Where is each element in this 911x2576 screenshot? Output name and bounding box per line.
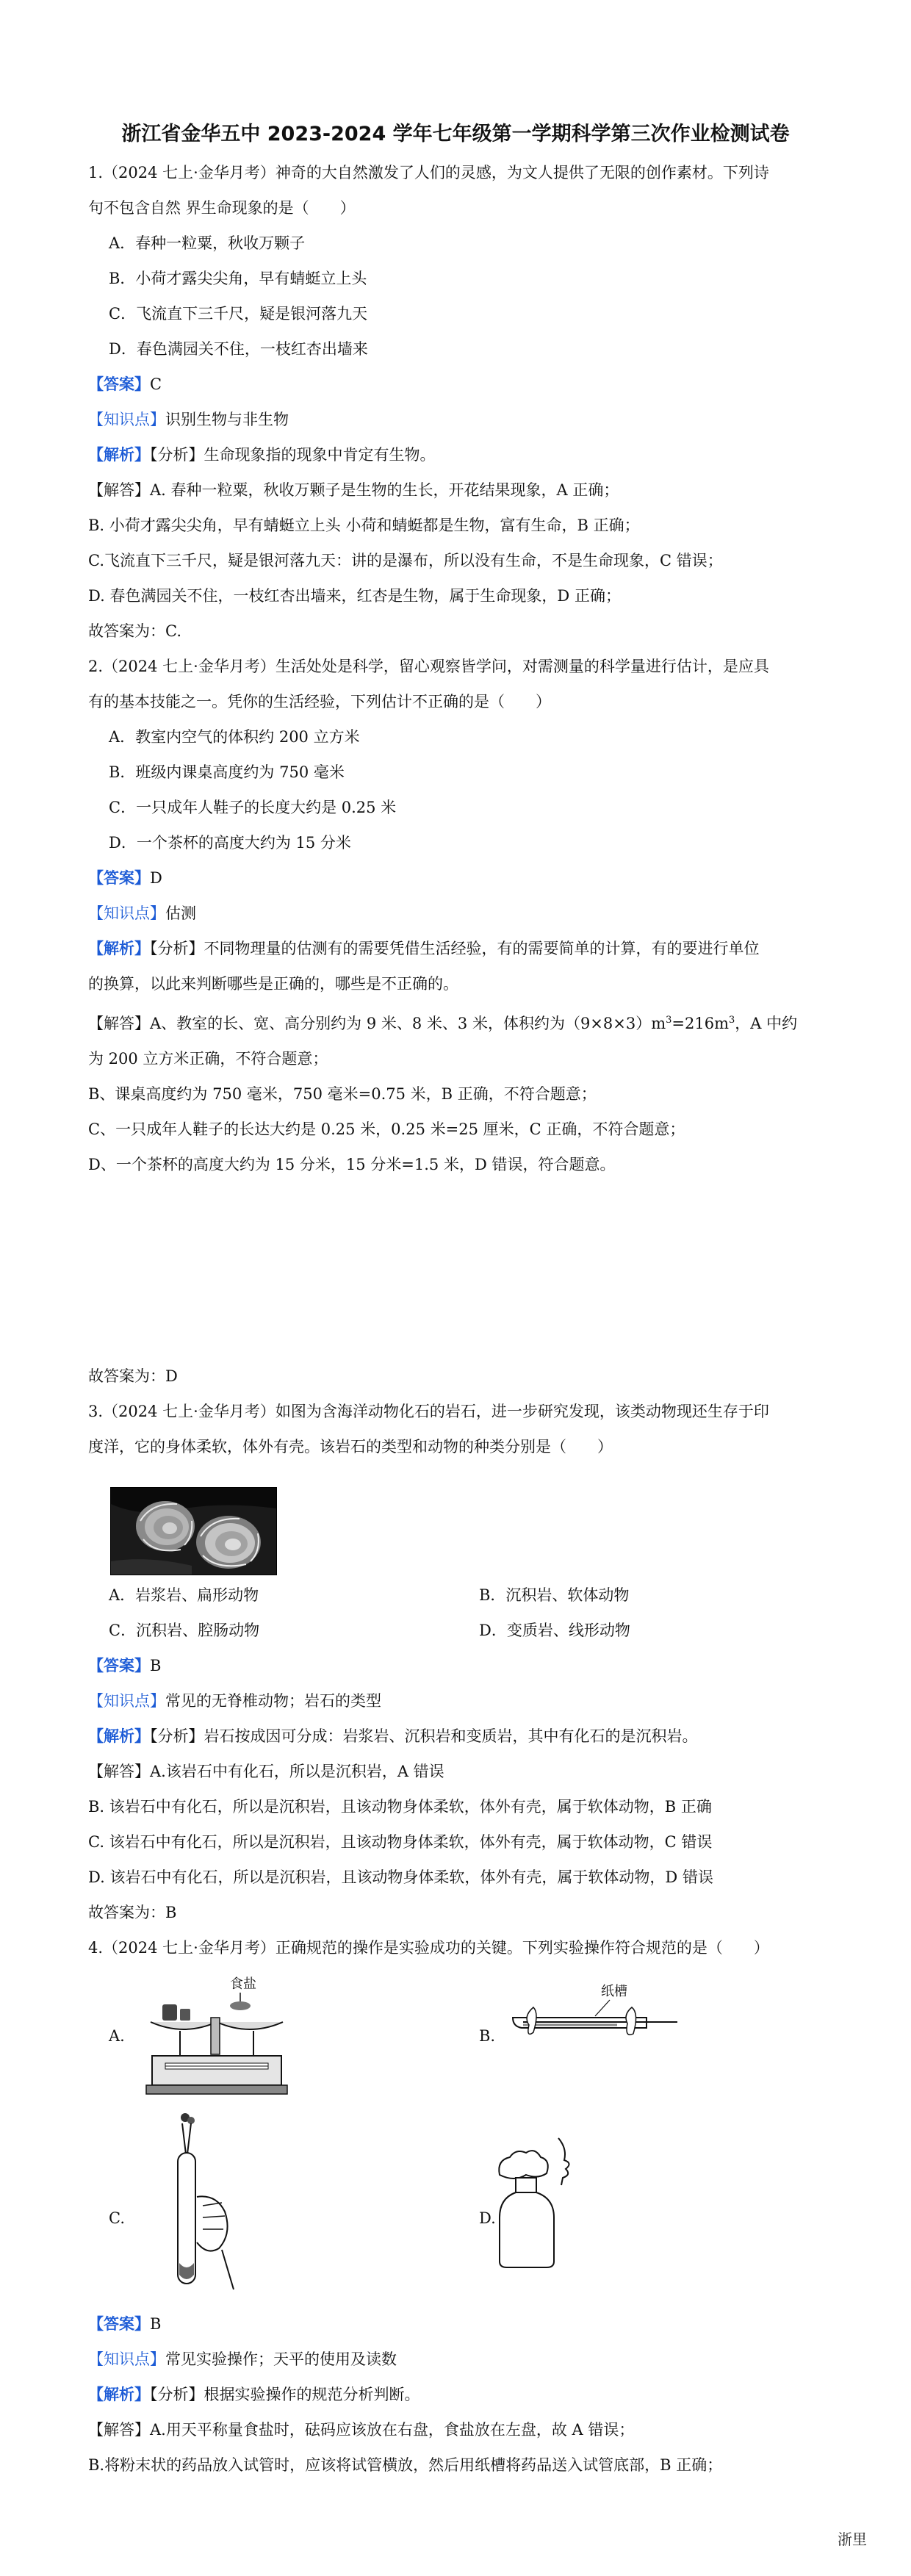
analysis-tag: 【解析】: [88, 1727, 150, 1745]
q4-solution-text: A.用天平称量食盐时，砝码应该放在右盘，食盐放在左盘，故 A 错误；: [150, 2421, 635, 2439]
balance-figure: [136, 1974, 294, 2102]
q2-solution-text: A、教室的长、宽、高分别约为 9 米、8 米、3 米，体积约为（9×8×3）m: [150, 1015, 666, 1032]
q2-answer-value: D: [150, 869, 162, 887]
test-tube-tweezers-icon: [154, 2109, 242, 2292]
q3-option-a: A．岩浆岩、扁形动物: [109, 1586, 259, 1604]
q2-solution-line: C、一只成年人鞋子的长达大约是 0.25 米，0.25 米=25 厘米，C 正确，不符合题意；: [88, 1120, 685, 1138]
analysis-tag: 【解析】: [88, 2385, 150, 2403]
q3-final-answer: 故答案为：B: [88, 1904, 177, 1921]
fenxi-tag: 【分析】: [150, 446, 204, 464]
page-title: 浙江省金华五中 2023-2024 学年七年级第一学期科学第三次作业检测试卷: [121, 123, 790, 145]
q3-solution-line: B. 该岩石中有化石，所以是沉积岩，且该动物身体柔软，体外有壳，属于软体动物，B 正确: [88, 1798, 712, 1816]
fenxi-tag: 【分析】: [150, 1727, 204, 1745]
footer-watermark: 浙里: [838, 2530, 867, 2548]
q4-option-a-label: A.: [109, 2027, 125, 2045]
q3-option-c: C．沉积岩、腔肠动物: [109, 1622, 260, 1639]
ammonite-fossil-icon: [111, 1488, 276, 1575]
q1-analysis: [88, 444, 436, 466]
q2-solution-line: 为 200 立方米正确，不符合题意；: [88, 1050, 328, 1068]
q4-solution-line: [88, 2419, 634, 2441]
q1-answer-value: C: [150, 375, 162, 393]
q2-option-c: C．一只成年人鞋子的长度大约是 0.25 米: [109, 799, 397, 816]
q1-option-a: A．春种一粒粟，秋收万颗子: [109, 234, 306, 252]
q2-solution-text: ，A 中约: [735, 1015, 798, 1032]
q4-solution-line: B.将粉末状的药品放入试管时，应该将试管横放，然后用纸槽将药品送入试管底部，B 正确；: [88, 2456, 723, 2474]
fenxi-tag: 【分析】: [150, 940, 204, 957]
q2-stem-line1: 2.（2024 七上·金华月考）生活处处是科学，留心观察皆学问，对需测量的科学量进行估计，是应具: [88, 658, 769, 675]
fossil-rock-image: [110, 1487, 277, 1575]
answer-tag: 【答案】: [88, 1656, 150, 1674]
q3-solution-line: [88, 1760, 444, 1782]
q1-final-answer: 故答案为：C.: [88, 622, 181, 640]
analysis-tag: 【解析】: [88, 445, 150, 464]
q1-stem-line1: 1.（2024 七上·金华月考）神奇的大自然激发了人们的灵感，为文人提供了无限的创作素材。下列诗: [88, 164, 769, 181]
q2-option-b: B．班级内课桌高度约为 750 毫米: [109, 763, 345, 781]
q1-solution-line: [88, 479, 619, 501]
q2-solution-line: [88, 1012, 797, 1035]
q4-knowledge-value: 常见实验操作；天平的使用及读数: [165, 2350, 397, 2368]
q2-knowledge-value: 估测: [165, 904, 196, 922]
analysis-tag: 【解析】: [88, 939, 150, 957]
q2-option-a: A．教室内空气的体积约 200 立方米: [109, 728, 360, 746]
q3-knowledge: [88, 1690, 381, 1712]
q3-stem-line2: 度洋，它的身体柔软，体外有壳。该岩石的类型和动物的种类分别是（ ）: [88, 1438, 613, 1456]
q1-knowledge-value: 识别生物与非生物: [165, 411, 289, 428]
q2-solution-text: =216m: [671, 1015, 730, 1032]
q2-knowledge: [88, 902, 196, 924]
q3-analysis-value: 岩石按成因可分成：岩浆岩、沉积岩和变质岩，其中有化石的是沉积岩。: [204, 1727, 698, 1745]
q1-stem-line2: 句不包含自然 界生命现象的是（ ）: [88, 199, 356, 217]
q4-stem: 4.（2024 七上·金华月考）正确规范的操作是实验成功的关键。下列实验操作符合规范的是（ ）: [88, 1939, 769, 1957]
q1-solution-line: D. 春色满园关不住，一枝红杏出墙来，红杏是生物，属于生命现象，D 正确；: [88, 587, 621, 605]
q3-analysis: [88, 1725, 698, 1747]
q1-solution-line: C.飞流直下三千尺，疑是银河落九天：讲的是瀑布，所以没有生命，不是生命现象，C 错误；: [88, 552, 723, 569]
answer-tag: 【答案】: [88, 375, 150, 393]
q2-stem-line2: 有的基本技能之一。凭你的生活经验，下列估计不正确的是（ ）: [88, 693, 551, 710]
q4-answer-value: B: [150, 2315, 162, 2333]
q2-solution-line: B、课桌高度约为 750 毫米，750 毫米=0.75 米，B 正确，不符合题意；: [88, 1085, 597, 1103]
q2-analysis-value: 不同物理量的估测有的需要凭借生活经验，有的需要简单的计算，有的要进行单位: [204, 940, 760, 957]
vertical-tube-figure: [154, 2109, 242, 2292]
q1-option-d: D．春色满园关不住，一枝红杏出墙来: [109, 340, 368, 358]
balance-scale-icon: [136, 1974, 294, 2102]
fenxi-tag: 【分析】: [150, 2386, 204, 2403]
q2-analysis-line2: 的换算，以此来判断哪些是正确的，哪些是不正确的。: [88, 975, 458, 993]
q3-answer-value: B: [150, 1657, 162, 1674]
solution-tag: 【解答】: [88, 1763, 150, 1780]
solution-tag: 【解答】: [88, 1015, 150, 1032]
q4-option-d-label: D.: [479, 2209, 496, 2227]
superscript: 3: [666, 1015, 672, 1026]
q2-answer: [88, 867, 162, 889]
q1-solution-line: B. 小荷才露尖尖角，早有蜻蜓立上头 小荷和蜻蜓都是生物，富有生命，B 正确；: [88, 517, 640, 534]
q2-final-answer: 故答案为：D: [88, 1367, 178, 1385]
q4-analysis-value: 根据实验操作的规范分析判断。: [204, 2386, 420, 2403]
paper-trough-figure: [507, 1981, 683, 2054]
q1-answer: [88, 373, 162, 395]
test-tube-paper-trough-icon: [507, 1981, 683, 2054]
reagent-bottle-nose-icon: [485, 2131, 624, 2270]
superscript: 3: [729, 1015, 735, 1026]
q3-stem-line1: 3.（2024 七上·金华月考）如图为含海洋动物化石的岩石，进一步研究发现，该类动物现还生存于印: [88, 1403, 769, 1420]
q4-analysis: [88, 2383, 420, 2406]
answer-tag: 【答案】: [88, 2314, 150, 2333]
q1-option-b: B．小荷才露尖尖角，早有蜻蜓立上头: [109, 270, 367, 287]
trough-label: 纸槽: [601, 1984, 627, 1999]
q3-option-d: D．变质岩、线形动物: [479, 1622, 630, 1639]
q2-option-d: D．一个茶杯的高度大约为 15 分米: [109, 834, 351, 852]
knowledge-tag: 【知识点】: [88, 411, 165, 428]
solution-tag: 【解答】: [88, 481, 150, 499]
q3-option-b: B．沉积岩、软体动物: [479, 1586, 630, 1604]
q1-option-c: C．飞流直下三千尺，疑是银河落九天: [109, 305, 368, 323]
q1-analysis-value: 生命现象指的现象中肯定有生物。: [204, 446, 436, 464]
q3-answer: [88, 1655, 161, 1677]
q1-solution-text: A. 春种一粒粟，秋收万颗子是生物的生长，开花结果现象，A 正确；: [150, 481, 619, 499]
q3-solution-line: D. 该岩石中有化石，所以是沉积岩，且该动物身体柔软，体外有壳，属于软体动物，D 错误: [88, 1868, 713, 1886]
smell-gas-figure: [485, 2131, 624, 2270]
knowledge-tag: 【知识点】: [88, 1692, 165, 1710]
knowledge-tag: 【知识点】: [88, 2350, 165, 2368]
q3-solution-text: A.该岩石中有化石，所以是沉积岩，A 错误: [150, 1763, 444, 1780]
knowledge-tag: 【知识点】: [88, 904, 165, 922]
q4-option-b-label: B.: [479, 2027, 496, 2045]
q2-analysis: [88, 938, 760, 960]
q2-solution-line: D、一个茶杯的高度大约为 15 分米，15 分米=1.5 米，D 错误，符合题意。: [88, 1156, 616, 1173]
q4-option-c-label: C.: [109, 2209, 125, 2227]
salt-label: 食盐: [230, 1976, 256, 1992]
q4-answer: [88, 2313, 161, 2335]
q3-knowledge-value: 常见的无脊椎动物；岩石的类型: [165, 1692, 381, 1710]
q1-knowledge: [88, 409, 289, 431]
solution-tag: 【解答】: [88, 2421, 150, 2439]
answer-tag: 【答案】: [88, 868, 150, 887]
q4-knowledge: [88, 2348, 397, 2370]
q3-solution-line: C. 该岩石中有化石，所以是沉积岩，且该动物身体柔软，体外有壳，属于软体动物，C 错误: [88, 1833, 713, 1851]
